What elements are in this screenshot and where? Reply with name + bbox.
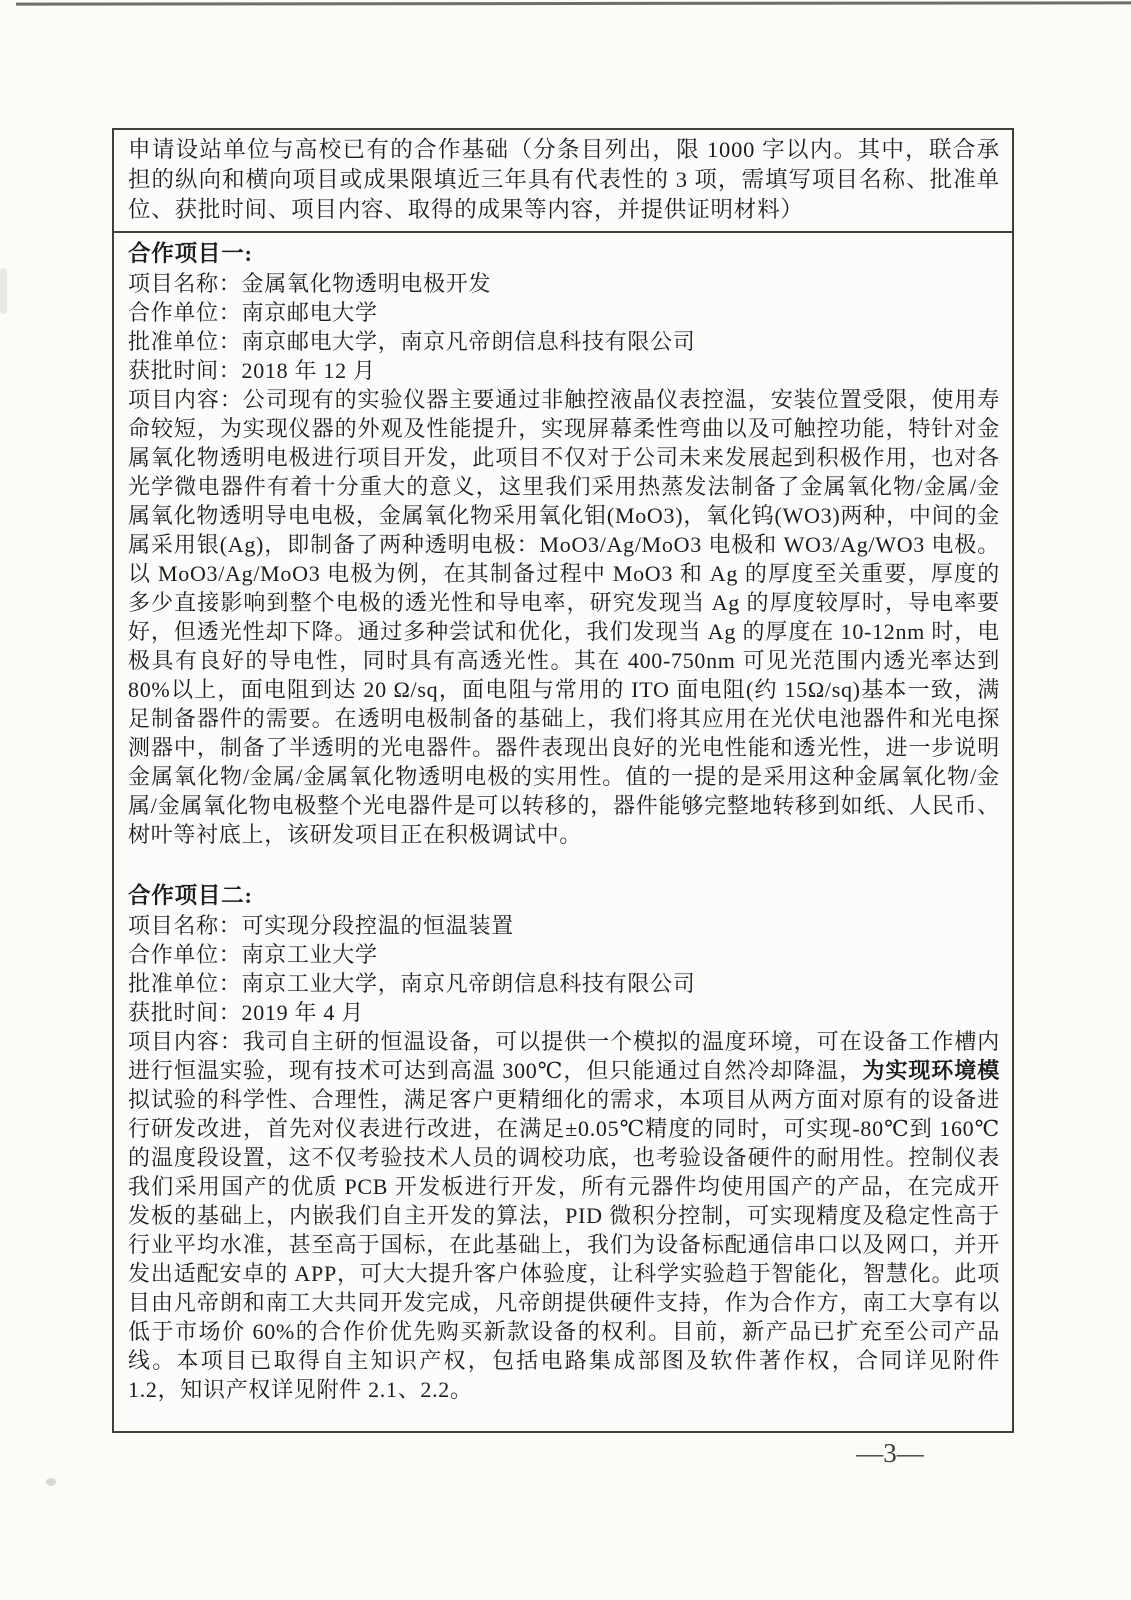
project-2-title: 合作项目二:: [128, 883, 253, 908]
scan-smudge: [46, 1478, 56, 1486]
content-segment: 拟试验的科学性、合理性，满足客户更精细化的需求，本项目从两方面对原有的设备进行研发改进，首先对仪表进行改进，在满足±0.05℃精度的同时，可实现-80℃到 160℃的温度段设置，这不仅考验技术人员的调校功底，也考验设备硬件的耐用性。控制仪表我们采用国产的优质 PCB 开发板进行开发，所有元器件均使用国产的产品，在完成开发板的基础上，内嵌我们自主开发的算法，PID 微积分控制，可实现精度及稳定性高于行业平均水准，甚至高于国标，在此基础上，我们为设备标配通信串口以及网口，并开发出适配安卓的 APP，可大大提升客户体验度，让科学实验趋于智能化，智慧化。此项目由凡帝朗和南工大共同开发完成，凡帝朗提供硬件支持，作为合作方，南工大享有以低于市场价 60%的合作价优先购买新款设备的权利。目前，新产品已扩充至公司产品线。本项目已取得自主知识产权，包括电路集成部图及软件著作权，合同详见附件 1.2，知识产权详见附件 2.1、2.2。: [128, 1087, 1000, 1402]
content-bold-segment: 为实现环境模: [862, 1058, 1000, 1083]
scan-smudge: [0, 268, 7, 314]
project-1-section: [128, 237, 1000, 849]
page-number: —3—: [856, 1438, 924, 1468]
project-2-section: [128, 879, 1000, 1404]
form-table: [112, 128, 1014, 1433]
project-1-name-field: 项目名称：金属氧化物透明电极开发: [128, 271, 492, 296]
content-segment: 项目内容：我司自主研的恒温设备，可以提供一个模拟的温度环境，可在设备工作槽内进行恒温实验，现有技术可达到高温 300℃，但只能通过自然冷却降温，: [128, 1029, 1000, 1083]
content-segment: 项目内容：公司现有的实验仪器主要通过非触控液晶仪表控温，安装位置受限，使用寿命较短，为实现仪器的外观及性能提升，实现屏幕柔性弯曲以及可触控功能，特针对金属氧化物透明电极进行项目开发，此项目不仅对于公司未来发展起到积极作用，也对各光学微电器件有着十分重大的意义，这里我们采用热蒸发法制备了金属氧化物/金属/金属氧化物透明导电电极，金属氧化物采用氧化钼(MoO3)，氧化钨(WO3)两种，中间的金属采用银(Ag)，即制备了两种透明电极：MoO3/Ag/MoO3 电极和 WO3/Ag/WO3 电极。以 MoO3/Ag/MoO3 电极为例，在其制备过程中 MoO3 和 Ag 的厚度至关重要，厚度的多少直接影响到整个电极的透光性和导电率，研究发现当 Ag 的厚度较厚时，导电率要好，但透光性却下降。通过多种尝试和优化，我们发现当 Ag 的厚度在 10-12nm 时，电极具有良好的导电性，同时具有高透光性。其在 400-750nm 可见光范围内透光率达到 80%以上，面电阻到达 20 Ω/sq，面电阻与常用的 ITO 面电阻(约 15Ω/sq)基本一致，满足制备器件的需要。在透明电极制备的基础上，我们将其应用在光伏电池器件和光电探测器中，制备了半透明的光电器件。器件表现出良好的光电性能和透光性，进一步说明金属氧化物/金属/金属氧化物透明电极的实用性。值的一提的是采用这种金属氧化物/金属/金属氧化物电极整个光电器件是可以转移的，器件能够完整地转移到如纸、人民币、树叶等衬底上，该研发项目正在积极调试中。: [128, 387, 1000, 847]
project-2-approver-field: 批准单位：南京工业大学，南京凡帝朗信息科技有限公司: [128, 971, 696, 996]
instructions-text: 申请设站单位与高校已有的合作基础（分条目列出，限 1000 字以内。其中，联合承担的纵向和横向项目或成果限填近三年具有代表性的 3 项，需填写项目名称、批准单位、获批时间、项目内容、取得的成果等内容，并提供证明材料）: [128, 137, 1000, 222]
project-2-partner-field: 合作单位：南京工业大学: [128, 942, 378, 967]
project-2-name-field: 项目名称：可实现分段控温的恒温装置: [128, 913, 514, 938]
project-1-content: [128, 385, 1000, 849]
project-1-approver-field: 批准单位：南京邮电大学，南京凡帝朗信息科技有限公司: [128, 329, 696, 354]
project-2-approval-date-field: 获批时间：2019 年 4 月: [128, 1000, 365, 1025]
instructions-cell: [114, 130, 1012, 233]
projects-cell: [114, 233, 1012, 1404]
project-2-content: [128, 1027, 1000, 1404]
scan-edge-artifact: [16, 1, 1131, 5]
project-1-partner-field: 合作单位：南京邮电大学: [128, 300, 378, 325]
project-1-approval-date-field: 获批时间：2018 年 12 月: [128, 358, 376, 383]
project-1-title: 合作项目一:: [128, 241, 253, 266]
